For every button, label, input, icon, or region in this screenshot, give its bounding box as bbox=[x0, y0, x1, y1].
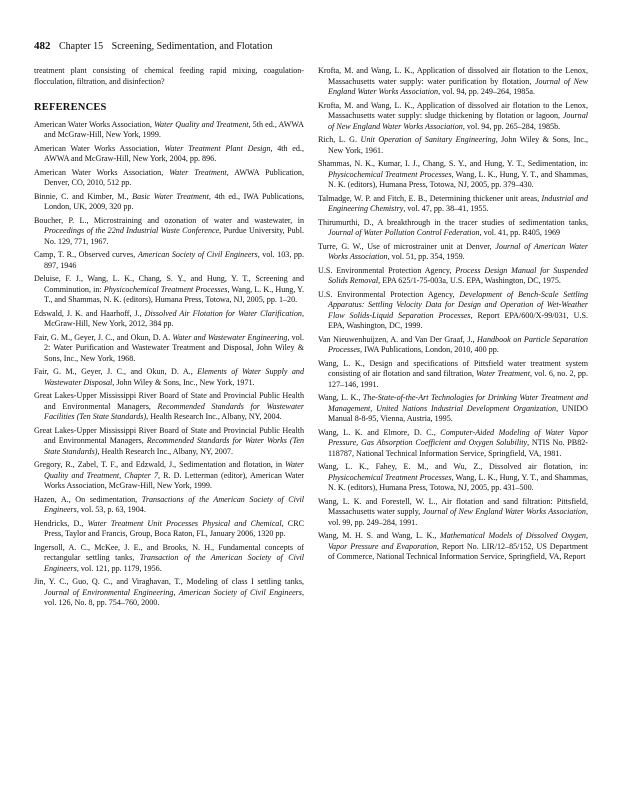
reference-title: Handbook on Particle Separation Processes bbox=[328, 334, 588, 354]
reference-authors: Wang, L. K., Design and specifications of Pittsfield water treatment system consisting of air flotation and sand filtration, bbox=[318, 358, 588, 378]
reference-entry bbox=[318, 335, 588, 356]
reference-details: , vol. 51, pp. 354, 1959. bbox=[387, 252, 465, 261]
reference-title: Computer-Aided Modeling of Water Vapor Pressure, Gas Absorption Coefficient and Oxygen Solubility bbox=[328, 427, 589, 447]
reference-title: Development of Bench-Scale Settling Apparatus: Settling Velocity Data for Design and Operation of Wet-Weather Flow Solids-Liquid Separation Processes bbox=[328, 289, 588, 320]
reference-title: Journal of New England Water Works Association bbox=[422, 507, 586, 516]
reference-details: , CRC Press, Taylor and Francis, Group, Boca Raton, FL, January 2006, 1320 pp. bbox=[44, 518, 304, 538]
reference-title: Journal of New England Water Works Association bbox=[328, 76, 588, 96]
reference-details: , vol. 121, pp. 1179, 1956. bbox=[76, 563, 162, 573]
right-reference-list bbox=[318, 66, 588, 563]
reference-entry bbox=[318, 66, 588, 98]
reference-entry bbox=[318, 359, 588, 391]
reference-details: , NTIS No. PB82-118787, National Technical Information Service, Springfield, VA, 1981. bbox=[328, 438, 588, 458]
reference-entry bbox=[318, 218, 588, 239]
reference-entry bbox=[318, 462, 588, 494]
reference-authors: American Water Works Association, bbox=[34, 119, 155, 129]
reference-details: , John Wiley & Sons, Inc., New York, 1961. bbox=[328, 135, 588, 155]
reference-title: Transactions of the American Society of Civil Engineers bbox=[44, 494, 304, 514]
reference-entry bbox=[318, 135, 588, 156]
reference-authors: Van Nieuwenhuijzen, A. and Van Der Graaf, J., bbox=[318, 334, 478, 344]
reference-title: Water Treatment bbox=[169, 167, 227, 177]
chapter-label: Chapter 15 bbox=[59, 41, 104, 52]
reference-entry bbox=[318, 242, 588, 263]
reference-entry bbox=[34, 333, 304, 365]
reference-details: , John Wiley & Sons, Inc., New York, 1971. bbox=[112, 377, 255, 387]
reference-entry bbox=[34, 120, 304, 141]
reference-authors: Wang, M. H. S. and Wang, L. K., bbox=[318, 531, 440, 540]
reference-entry bbox=[318, 101, 588, 133]
reference-authors: Great Lakes-Upper Mississippi River Board of State and Provincial Public Health and Environmental Managers, bbox=[34, 391, 304, 411]
reference-authors: Ingersoll, A. C., McKee, J. E., and Brooks, N. H., Fundamental concepts of rectangular settling tanks, bbox=[34, 542, 304, 562]
reference-title: Recommended Standards for Water Works (Ten State Standards) bbox=[44, 436, 304, 456]
reference-title: Recommended Standards for Wastewater Facilities (Ten State Standards) bbox=[44, 401, 304, 421]
reference-entry bbox=[318, 266, 588, 287]
reference-entry bbox=[34, 519, 304, 540]
reference-entry bbox=[318, 428, 588, 460]
reference-entry bbox=[34, 495, 304, 516]
reference-authors: Krofta, M. and Wang, L. K., Application of dissolved air flotation to the Lenox, Massachusetts water supply: sludge thickening by flotation or lagoon, bbox=[318, 100, 588, 120]
reference-authors: Hendricks, D., bbox=[34, 518, 88, 528]
reference-title: Journal of Water Pollution Control Federation bbox=[328, 228, 480, 237]
reference-authors: Great Lakes-Upper Mississippi River Board of State and Provincial Public Health and Environmental Managers, bbox=[34, 425, 304, 445]
reference-entry bbox=[34, 192, 304, 213]
reference-authors: Binnie, C. and Kimber, M., bbox=[34, 191, 133, 201]
reference-title: Physicochemical Treatment Processes bbox=[328, 169, 452, 179]
reference-title: Dissolved Air Flotation for Water Clarification bbox=[144, 308, 302, 318]
reference-entry bbox=[34, 274, 304, 306]
reference-title: Industrial and Engineering Chemistry bbox=[328, 193, 588, 213]
reference-details: , vol. 53, p. 63, 1904. bbox=[76, 505, 146, 514]
reference-details: , Health Research Inc., Albany, NY, 2007. bbox=[97, 446, 233, 456]
reference-details: , vol. 94, pp. 265–284, 1985b. bbox=[462, 121, 561, 131]
reference-details: , Wang, L. K., Hung, Y. T., and Shammas, N. K. (editors), Humana Press, Totowa, NJ, 2005, pp. 379–430. bbox=[328, 169, 588, 189]
reference-authors: Krofta, M. and Wang, L. K., Application of dissolved air flotation to the Lenox, Massachusetts water supply: water purification by flotation, bbox=[318, 66, 588, 86]
reference-details: , EPA 625/1-75-003a, U.S. EPA, Washington, DC, 1975. bbox=[378, 276, 561, 285]
reference-authors: Wang, L. K. and Elmore, D. C., bbox=[318, 427, 441, 437]
reference-title: Mathematical Models of Dissolved Oxygen, Vapor Pressure and Evaporation bbox=[328, 531, 588, 551]
reference-title: Physicochemical Treatment Processes bbox=[328, 472, 452, 482]
reference-title: Water Treatment Unit Processes Physical and Chemical bbox=[87, 518, 282, 528]
reference-title: Water Treatment Plant Design bbox=[164, 143, 271, 153]
reference-details: , Wang, L. K., Hung, Y. T., and Shammas, N. K. (editors), Humana Press, Totowa, NJ, 2005, pp. 1–20. bbox=[44, 284, 304, 304]
reference-details: , vol. 2: Water Purification and Wastewater Treatment and Disposal, John Wiley & Sons, Inc., New York, 1968. bbox=[44, 332, 304, 363]
reference-details: , 5th ed., AWWA and McGraw-Hill, New York, 1999. bbox=[44, 119, 304, 139]
reference-details: , vol. 47, pp. 38–41, 1955. bbox=[403, 204, 489, 213]
reference-details: , Report EPA/600/X-99/031, U.S. EPA, Washington, DC, 1999. bbox=[328, 310, 589, 330]
reference-entry bbox=[34, 426, 304, 458]
reference-details: , vol. 99, pp. 249–284, 1991. bbox=[328, 507, 589, 527]
reference-details: , Wang, L. K., Hung, Y. T., and Shammas, N. K. (editors), Humana Press, Totowa, NJ, 2005, pp. 431–500. bbox=[328, 472, 588, 492]
chapter-title: Screening, Sedimentation, and Flotation bbox=[111, 41, 273, 52]
reference-entry bbox=[318, 159, 588, 191]
reference-title: American Society of Civil Engineers bbox=[137, 250, 258, 259]
reference-authors: Fair, G. M., Geyer, J. C., and Okun, D. A. bbox=[34, 332, 173, 342]
reference-entry bbox=[318, 393, 588, 425]
reference-details: , vol. 6, no. 2, pp. 127–146, 1991. bbox=[328, 369, 588, 389]
reference-authors: Deluise, F. J., Wang, L. K., Chang, S. Y., and Hung, Y. T., Screening and Comminution, in: bbox=[34, 274, 304, 294]
reference-authors: American Water Works Association, bbox=[34, 167, 170, 177]
reference-title: Water Quality and Treatment bbox=[154, 119, 249, 129]
reference-title: Process Design Manual for Suspended Solids Removal bbox=[328, 265, 589, 285]
reference-authors: Wang, L. K. and Forestell, W. L., Air flotation and sand filtration: Pittsfield, Massachusetts water supply, bbox=[318, 496, 588, 516]
reference-entry bbox=[318, 531, 588, 563]
reference-authors: Gregory, R., Zabel, T. F., and Edzwald, J., Sedimentation and flotation, in bbox=[34, 460, 285, 469]
reference-title: Transaction of the American Society of Civil Engineers bbox=[44, 553, 304, 573]
reference-entry bbox=[34, 309, 304, 330]
left-reference-list bbox=[34, 120, 304, 609]
reference-entry bbox=[34, 250, 304, 271]
left-column bbox=[34, 66, 304, 612]
reference-entry bbox=[34, 460, 304, 492]
reference-authors: American Water Works Association, bbox=[34, 143, 165, 153]
reference-authors: Shammas, N. K., Kumar, I. J., Chang, S. Y., and Hung, Y. T., Sedimentation, in: bbox=[318, 159, 588, 168]
reference-entry bbox=[34, 391, 304, 423]
reference-entry bbox=[318, 194, 588, 215]
reference-title: Proceedings of the 22nd Industrial Waste Conference bbox=[44, 226, 220, 235]
reference-details: , R. D. Letterman (editor), American Water Works Association, McGraw-Hill, New York, 1999. bbox=[44, 470, 304, 490]
page-number: 482 bbox=[34, 40, 51, 52]
reference-details: , vol. 103, pp. 897, 1946 bbox=[44, 250, 304, 270]
reference-details: , UNIDO Manual 8-8-95, Vienna, Austria, 1995. bbox=[328, 403, 589, 423]
reference-title: Unit Operation of Sanitary Engineering bbox=[360, 135, 496, 144]
reference-details: , 4th ed., IWA Publications, London, UK, 2009, 320 pp. bbox=[44, 191, 305, 211]
reference-title: Journal of New England Water Works Association bbox=[328, 111, 588, 131]
reference-details: , Report No. LIR/12–85/152, US Department of Commerce, National Technical Information Service, Springfield, VA, Report bbox=[328, 541, 588, 561]
reference-title: Journal of Environmental Engineering, American Society of Civil Engineers bbox=[44, 587, 302, 597]
reference-details: , vol. 94, pp. 249–264, 1985a. bbox=[438, 87, 536, 96]
reference-details: , vol. 126, No. 8, pp. 754–760, 2000. bbox=[44, 587, 304, 607]
reference-authors: Turre, G. W., Use of microstrainer unit at Denver, bbox=[318, 241, 496, 251]
reference-authors: Wang, L. K., bbox=[318, 393, 363, 402]
reference-authors: U.S. Environmental Protection Agency, bbox=[318, 289, 460, 299]
reference-title: Journal of American Water Works Association bbox=[328, 241, 588, 261]
reference-details: , McGraw-Hill, New York, 2012, 384 pp. bbox=[44, 308, 304, 328]
reference-entry bbox=[34, 577, 304, 609]
reference-authors: Rich, L. G. bbox=[318, 135, 361, 144]
reference-authors: Fair, G. M., Geyer, J. C., and Okun, D. A., bbox=[34, 367, 198, 376]
reference-authors: Boucher, P. L., Microstraining and ozonation of water and wastewater, in bbox=[34, 215, 304, 225]
reference-authors: Jin, Y. C., Guo, Q. C., and Viraghavan, T., Modeling of class I settling tanks, bbox=[34, 577, 304, 586]
reference-entry bbox=[34, 216, 304, 248]
references-heading: REFERENCES bbox=[34, 102, 107, 113]
reference-title: Water Treatment bbox=[476, 369, 530, 378]
reference-title: Physicochemical Treatment Processes bbox=[103, 284, 228, 294]
reference-title: Water and Wastewater Engineering bbox=[172, 332, 288, 342]
reference-details: , vol. 41, pp. R405, 1969 bbox=[479, 228, 561, 237]
intro-text: treatment plant consisting of chemical feeding rapid mixing, coagulation-flocculation, filtration, and disinfection? bbox=[34, 66, 304, 86]
reference-title: Basic Water Treatment bbox=[132, 191, 209, 201]
reference-entry bbox=[318, 497, 588, 529]
reference-entry bbox=[318, 290, 588, 332]
reference-title: Water Quality and Treatment, Chapter 7 bbox=[44, 460, 304, 480]
reference-details: , AWWA Publication, Denver, CO, 2010, 512 pp. bbox=[44, 167, 304, 187]
reference-entry bbox=[34, 168, 304, 189]
reference-details: , IWA Publications, London, 2010, 400 pp. bbox=[360, 345, 499, 354]
reference-details: , Health Research Inc., Albany, NY, 2004. bbox=[146, 412, 282, 421]
reference-details: , Purdue University, Publ. No. 129, 771, 1967. bbox=[44, 226, 304, 246]
reference-title: Elements of Water Supply and Wastewater Disposal bbox=[44, 367, 305, 387]
reference-entry bbox=[34, 144, 304, 165]
page-header bbox=[34, 40, 594, 52]
reference-authors: Talmadge, W. P. and Fitch, E. B., Determining thickener unit areas, bbox=[318, 193, 542, 203]
reference-authors: Camp, T. R., Observed curves, bbox=[34, 250, 138, 259]
reference-title: The-State-of-the-Art Technologies for Drinking Water Treatment and Management, United Nations Industrial Development Organization bbox=[328, 393, 588, 413]
reference-details: , 4th ed., AWWA and McGraw-Hill, New York, 2004, pp. 896. bbox=[44, 143, 304, 163]
reference-authors: Hazen, A., On sedimentation, bbox=[34, 494, 142, 504]
reference-entry bbox=[34, 367, 304, 388]
reference-authors: U.S. Environmental Protection Agency, bbox=[318, 265, 456, 275]
reference-authors: Thirumurthi, D., A breakthrough in the tracer studies of sedimentation tanks, bbox=[318, 217, 588, 227]
reference-authors: Edswald, J. K. and Haarhoff, J., bbox=[34, 308, 145, 318]
reference-authors: Wang, L. K., Fahey, E. M., and Wu, Z., Dissolved air flotation, in: bbox=[318, 462, 588, 471]
right-column bbox=[318, 66, 588, 566]
reference-entry bbox=[34, 543, 304, 575]
